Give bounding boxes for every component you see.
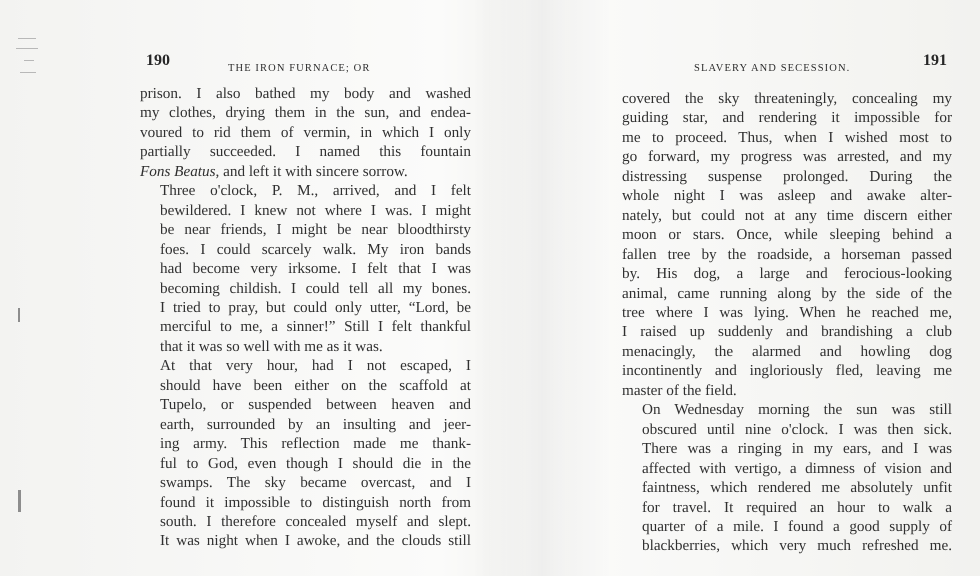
scan-mark [18, 490, 21, 512]
text-line: distressing suspense prolonged. During the [622, 167, 952, 185]
left-page-body [140, 84, 471, 551]
left-paragraph-2 [140, 181, 471, 356]
right-page-number: 191 [923, 52, 947, 69]
right-paragraph-1 [622, 89, 952, 400]
right-page-body [622, 89, 952, 556]
left-paragraph-3 [140, 356, 471, 551]
text-line: blackberries, which very much refreshed me. [642, 537, 952, 555]
text-line: partially succeeded. I named this fountain [140, 143, 471, 161]
text-line: merciful to me, a sinner!” Still I felt thankful [160, 318, 471, 336]
text-line: be near friends, I might be near bloodthirsty [160, 221, 471, 239]
text-line: that it was so well with me as it was. [160, 337, 383, 355]
text-line: I tried to pray, but could only utter, “Lord, be [160, 298, 471, 316]
text-line: nately, but could not at any time discern either [622, 206, 952, 224]
text-line: quarter of a mile. I found a good supply of [642, 517, 952, 535]
text-line: obscured until nine o'clock. I was then sick. [642, 420, 952, 438]
text-line: me to proceed. Thus, when I wished most to [622, 128, 952, 146]
text-line: animal, came running along by the side of the [622, 284, 952, 302]
text-line: south. I therefore concealed myself and slept. [160, 512, 471, 530]
text-line: faintness, which rendered me absolutely unfit [642, 479, 952, 497]
text-line: Three o'clock, P. M., arrived, and I felt [160, 182, 471, 200]
fountain-name: Fons Beatus [140, 162, 216, 180]
text-line: by. His dog, a large and ferocious-looking [622, 265, 952, 283]
text-line: menacingly, the alarmed and howling dog [622, 342, 952, 360]
scan-mark [18, 308, 20, 322]
text-line: bewildered. I knew not where I was. I might [160, 201, 471, 219]
text-line: should have been either on the scaffold at [160, 376, 471, 394]
text-line: had become very irksome. I felt that I was [160, 260, 471, 278]
text-line: incontinently and ingloriously fled, leaving me [622, 362, 952, 380]
text-line: swamps. The sky became overcast, and I [160, 474, 471, 492]
text-line: go forward, my progress was arrested, and my [622, 148, 952, 166]
left-paragraph-1 [140, 84, 471, 181]
text-line: Tupelo, or suspended between heaven and [160, 396, 471, 414]
text-line: becoming childish. I could tell all my bones. [160, 279, 471, 297]
left-edge-scan-marks [16, 34, 44, 554]
text-line: On Wednesday morning the sun was still [642, 401, 952, 419]
text-line: voured to rid them of vermin, in which I only [140, 123, 471, 141]
right-paragraph-2 [622, 400, 952, 556]
text-line: fallen tree by the roadside, a horseman passed [622, 245, 952, 263]
text-line: guiding star, and rendering it impossible for [622, 109, 952, 127]
scan-mark [20, 72, 36, 73]
text-line: covered the sky threateningly, concealing my [622, 90, 952, 107]
text-line: prison. I also bathed my body and washed [140, 85, 471, 102]
text-line: earth, surrounded by an insulting and jeer- [160, 415, 471, 433]
text-line: affected with vertigo, a dimness of vision and [642, 459, 952, 477]
text-line: foes. I could scarcely walk. My iron bands [160, 240, 471, 258]
left-page-number: 190 [146, 52, 170, 69]
right-running-head [694, 58, 850, 78]
book-gutter [472, 0, 612, 576]
text-line: whole night I was asleep and awake alter- [622, 187, 952, 205]
left-page-title: THE IRON FURNACE; OR [228, 63, 371, 74]
text-line: moon or stars. Once, while sleeping behind a [622, 226, 952, 244]
text-line: It was night when I awoke, and the clouds still [160, 532, 471, 550]
right-page-title: SLAVERY AND SECESSION. [694, 63, 851, 74]
text-line: my clothes, drying them in the sun, and endea- [140, 104, 471, 122]
text-line: tree where I was lying. When he reached me, [622, 303, 952, 321]
text-line: Fons Beatus, and left it with sincere sorrow. [140, 162, 408, 180]
text-line: ful to God, even though I should die in the [160, 454, 471, 472]
text-line: There was a ringing in my ears, and I was [642, 440, 952, 458]
text-line: ing army. This reflection made me thank- [160, 435, 471, 453]
text-line: I raised up suddenly and brandishing a club [622, 323, 952, 341]
scan-mark [16, 48, 38, 49]
text-line: At that very hour, had I not escaped, I [160, 357, 471, 375]
scan-mark [24, 60, 34, 61]
text-line: found it impossible to distinguish north from [160, 493, 471, 511]
text-line: for travel. It required an hour to walk a [642, 498, 952, 516]
scan-mark [18, 38, 36, 39]
text-line: master of the field. [622, 381, 737, 399]
